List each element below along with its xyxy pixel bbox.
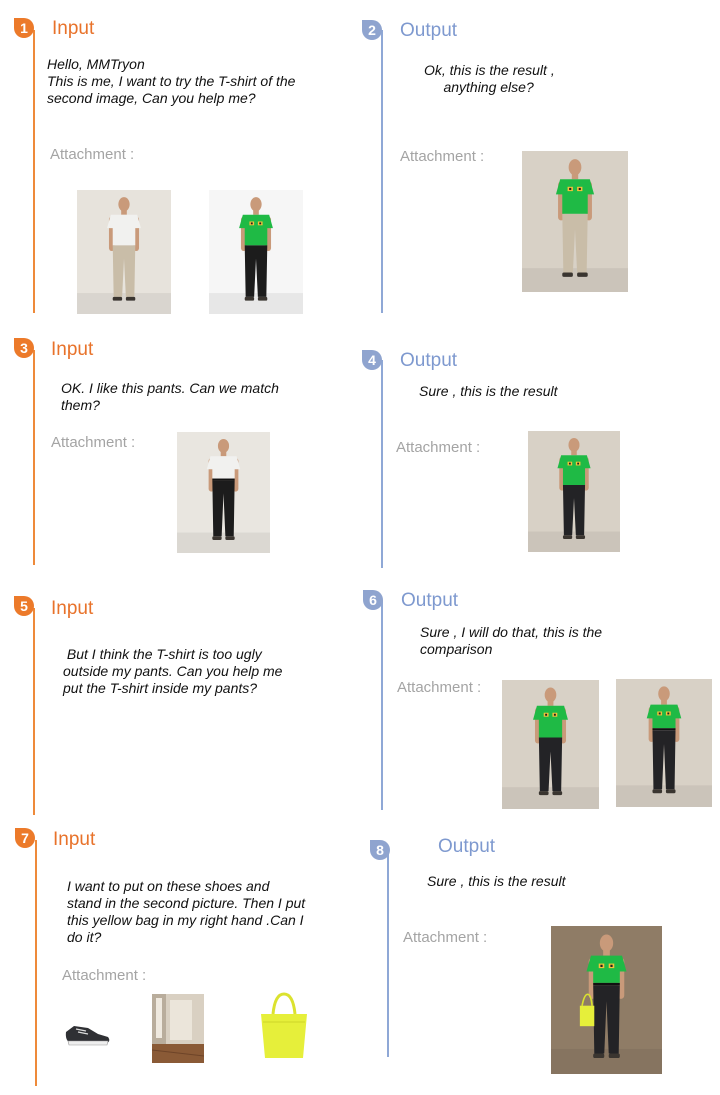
step-2-message: Ok, this is the result , anything else? (424, 62, 555, 95)
step-2-badge: 2 (362, 20, 382, 40)
step-4-heading: Output (400, 350, 458, 371)
step-6-badge: 6 (363, 590, 383, 610)
step-3-message: OK. I like this pants. Can we match them? (61, 380, 279, 413)
step-5-badge: 5 (14, 596, 34, 616)
step-2-connector-line (381, 30, 383, 313)
white-shirt-black-pants-photo (177, 432, 270, 553)
final-result-with-yellow-bag-photo (551, 926, 662, 1074)
step-2-attachment-label: Attachment : (400, 148, 485, 165)
step-7-attachment-label: Attachment : (62, 967, 147, 984)
step-8-message: Sure , this is the result (427, 873, 566, 889)
room-background-photo (152, 994, 204, 1063)
step-1-message: Hello, MMTryon This is me, I want to try the T-shirt of the second image, Can you help me? (47, 56, 296, 106)
step-3-connector-line (33, 350, 35, 565)
green-tshirt-black-pants-photo (209, 190, 303, 314)
step-6-attachment-label: Attachment : (397, 679, 482, 696)
step-1-attachment-label: Attachment : (50, 146, 135, 163)
step-2-heading: Output (400, 20, 458, 41)
step-1-heading: Input (52, 18, 95, 39)
person-white-shirt-khaki-pants-photo (77, 190, 171, 314)
step-8-heading: Output (438, 836, 496, 857)
step-5-heading: Input (51, 598, 94, 619)
step-8-badge: 8 (370, 840, 390, 860)
step-6-heading: Output (401, 590, 459, 611)
step-4-attachment-label: Attachment : (396, 439, 481, 456)
step-8-attachment-label: Attachment : (403, 929, 488, 946)
result-green-tshirt-black-pants-photo (528, 431, 620, 552)
step-5-connector-line (33, 608, 35, 815)
step-1-connector-line (33, 30, 35, 313)
step-5-message: But I think the T-shirt is too ugly outside my pants. Can you help me put the T-shirt inside my pants? (63, 646, 287, 696)
step-3-attachment-label: Attachment : (51, 434, 136, 451)
step-8-connector-line (387, 852, 389, 1057)
step-7-message: I want to put on these shoes and stand in the second picture. Then I put this yellow bag in my right hand .Can I do it? (67, 878, 306, 945)
step-1-badge: 1 (14, 18, 34, 38)
step-4-connector-line (381, 360, 383, 568)
comparison-untucked-photo (502, 680, 599, 809)
sneaker-shoe-photo (62, 1010, 112, 1050)
result-green-tshirt-khaki-pants-photo (522, 151, 628, 292)
step-3-heading: Input (51, 339, 94, 360)
step-6-message: Sure , I will do that, this is the comparison (420, 624, 603, 657)
yellow-bag-photo (255, 992, 313, 1060)
step-7-connector-line (35, 840, 37, 1086)
step-6-connector-line (381, 600, 383, 810)
step-7-heading: Input (53, 829, 96, 850)
comparison-tucked-photo (616, 679, 712, 807)
step-4-message: Sure , this is the result (419, 383, 558, 399)
step-7-badge: 7 (15, 828, 35, 848)
step-3-badge: 3 (14, 338, 34, 358)
step-4-badge: 4 (362, 350, 382, 370)
